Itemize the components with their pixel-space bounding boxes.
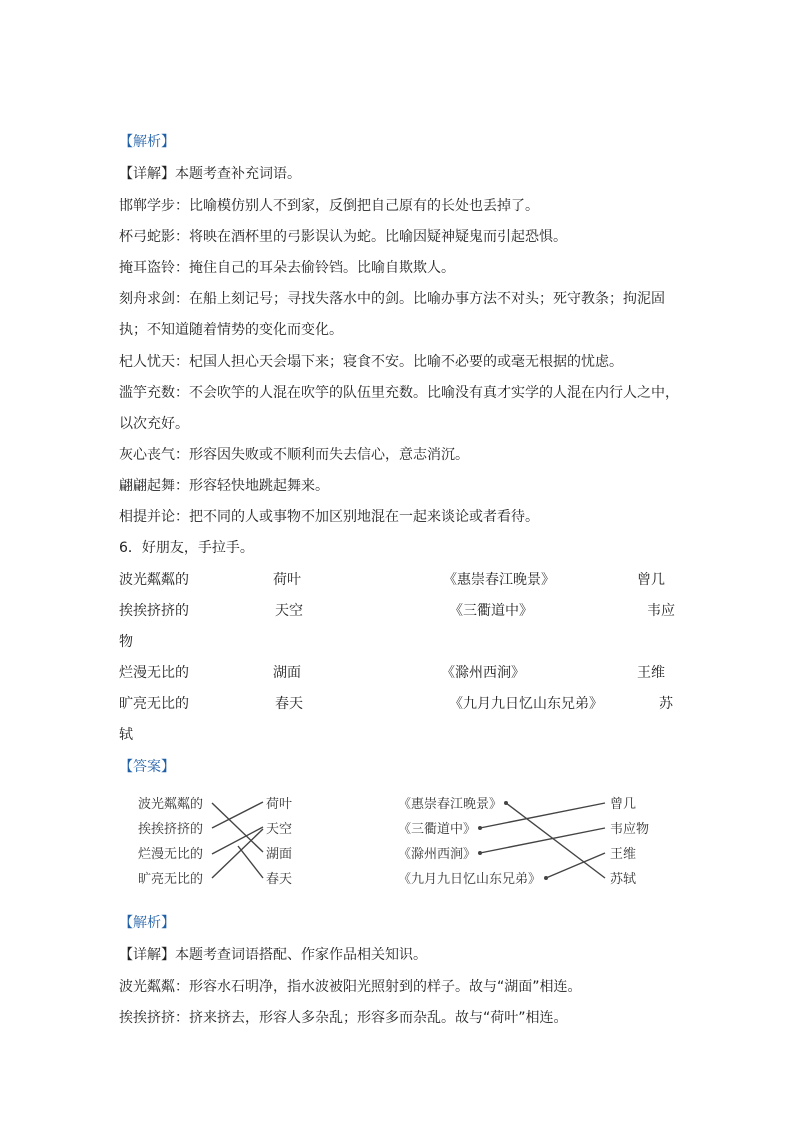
entry-line: 邯郸学步：比喻模仿别人不到家，反倒把自己原有的长处也丢掉了。 xyxy=(119,198,539,214)
question-work: 《惠崇春江晚景》 xyxy=(443,572,555,588)
entry-line: 掩耳盗铃：掩住自己的耳朵去偷铃铛。比喻自欺欺人。 xyxy=(119,260,455,276)
question-word: 波光粼粼的 xyxy=(119,572,189,588)
question-author: 王维 xyxy=(637,665,665,681)
answer-heading: 【答案】 xyxy=(119,759,175,775)
question-target: 荷叶 xyxy=(273,572,301,588)
answer-link-line xyxy=(480,828,605,853)
answer-link-line xyxy=(212,829,263,878)
question-target: 湖面 xyxy=(273,665,301,681)
answer-right-author: 韦应物 xyxy=(610,822,650,837)
question-author-wrap: 轼 xyxy=(119,727,133,743)
answer-left-word: 挨挨挤挤的 xyxy=(138,822,204,837)
detail-line-2 xyxy=(119,945,427,965)
question-work: 《九月九日忆山东兄弟》 xyxy=(449,696,603,712)
detail-text: 本题考查词语搭配、作家作品相关知识。 xyxy=(175,947,427,963)
answer-left-word: 旷亮无比的 xyxy=(138,872,204,887)
question-author-wrap: 物 xyxy=(119,634,133,650)
answer-right-work: 《惠崇春江晚景》 xyxy=(398,797,503,812)
answer-link-line xyxy=(212,803,263,852)
answer-right-work: 《三衢道中》 xyxy=(398,822,477,837)
entry-line: 以次充好。 xyxy=(119,416,189,432)
entry-line: 执；不知道随着情势的变化而变化。 xyxy=(119,322,343,338)
answer-left-word: 烂漫无比的 xyxy=(138,847,204,862)
question-author: 韦应 xyxy=(647,603,675,619)
answer-right-author: 王维 xyxy=(610,847,637,862)
entry-line: 翩翩起舞：形容轻快地跳起舞来。 xyxy=(119,478,329,494)
entry-line: 杯弓蛇影：将映在酒杯里的弓影误认为蛇。比喻因疑神疑鬼而引起恐惧。 xyxy=(119,229,567,245)
entry-line: 滥竽充数：不会吹竽的人混在吹竽的队伍里充数。比喻没有真才实学的人混在内行人之中， xyxy=(119,385,679,401)
entry-line: 波光粼粼：形容水石明净，指水波被阳光照射到的样子。故与“湖面”相连。 xyxy=(119,979,582,995)
question-work: 《滁州西涧》 xyxy=(441,665,525,681)
analysis-heading-2: 【解析】 xyxy=(119,915,175,931)
detail-line-1 xyxy=(119,164,301,184)
answer-right-work: 《九月九日忆山东兄弟》 xyxy=(398,872,542,887)
entry-line: 灰心丧气：形容因失败或不顺利而失去信心，意志消沉。 xyxy=(119,447,469,463)
question-author: 曾几 xyxy=(637,572,665,588)
question-author: 苏 xyxy=(659,696,673,712)
answer-link-line xyxy=(212,802,263,828)
answer-link-line xyxy=(546,853,605,878)
answer-matching-diagram xyxy=(130,788,670,898)
question-word: 挨挨挤挤的 xyxy=(119,603,189,619)
entry-line: 杞人忧天：杞国人担心天会塌下来；寝食不安。比喻不必要的或毫无根据的忧虑。 xyxy=(119,354,623,370)
question-work: 《三衢道中》 xyxy=(449,603,533,619)
answer-left-word: 波光粼粼的 xyxy=(138,797,204,812)
analysis-heading-1: 【解析】 xyxy=(119,134,175,150)
answer-link-line xyxy=(212,827,263,854)
question-target: 春天 xyxy=(275,696,303,712)
question-target: 天空 xyxy=(275,603,303,619)
answer-link-line xyxy=(506,803,605,878)
answer-left-target: 湖面 xyxy=(266,847,293,862)
detail-text: 本题考查补充词语。 xyxy=(175,166,301,182)
answer-left-target: 春天 xyxy=(266,872,293,887)
answer-link-dot xyxy=(478,826,482,830)
entry-line: 刻舟求剑：在船上刻记号；寻找失落水中的剑。比喻办事方法不对头；死守教条；拘泥固 xyxy=(119,291,665,307)
question-word: 旷亮无比的 xyxy=(119,696,189,712)
answer-link-dot xyxy=(544,876,548,880)
answer-link-dot xyxy=(504,801,508,805)
question-title: 6．好朋友，手拉手。 xyxy=(119,540,254,556)
detail-tag: 【详解】 xyxy=(119,166,175,182)
answer-right-author: 曾几 xyxy=(610,797,637,812)
detail-tag: 【详解】 xyxy=(119,947,175,963)
answer-right-author: 苏轼 xyxy=(610,872,637,887)
entry-line: 相提并论：把不同的人或事物不加区别地混在一起来谈论或者看待。 xyxy=(119,509,539,525)
answer-left-target: 荷叶 xyxy=(266,797,293,812)
entry-line: 挨挨挤挤：挤来挤去，形容人多杂乱；形容多而杂乱。故与“荷叶”相连。 xyxy=(119,1010,568,1026)
answer-right-work: 《滁州西涧》 xyxy=(398,847,477,862)
answer-left-target: 天空 xyxy=(266,822,293,837)
answer-link-line xyxy=(238,846,263,878)
answer-link-dot xyxy=(478,851,482,855)
question-word: 烂漫无比的 xyxy=(119,665,189,681)
